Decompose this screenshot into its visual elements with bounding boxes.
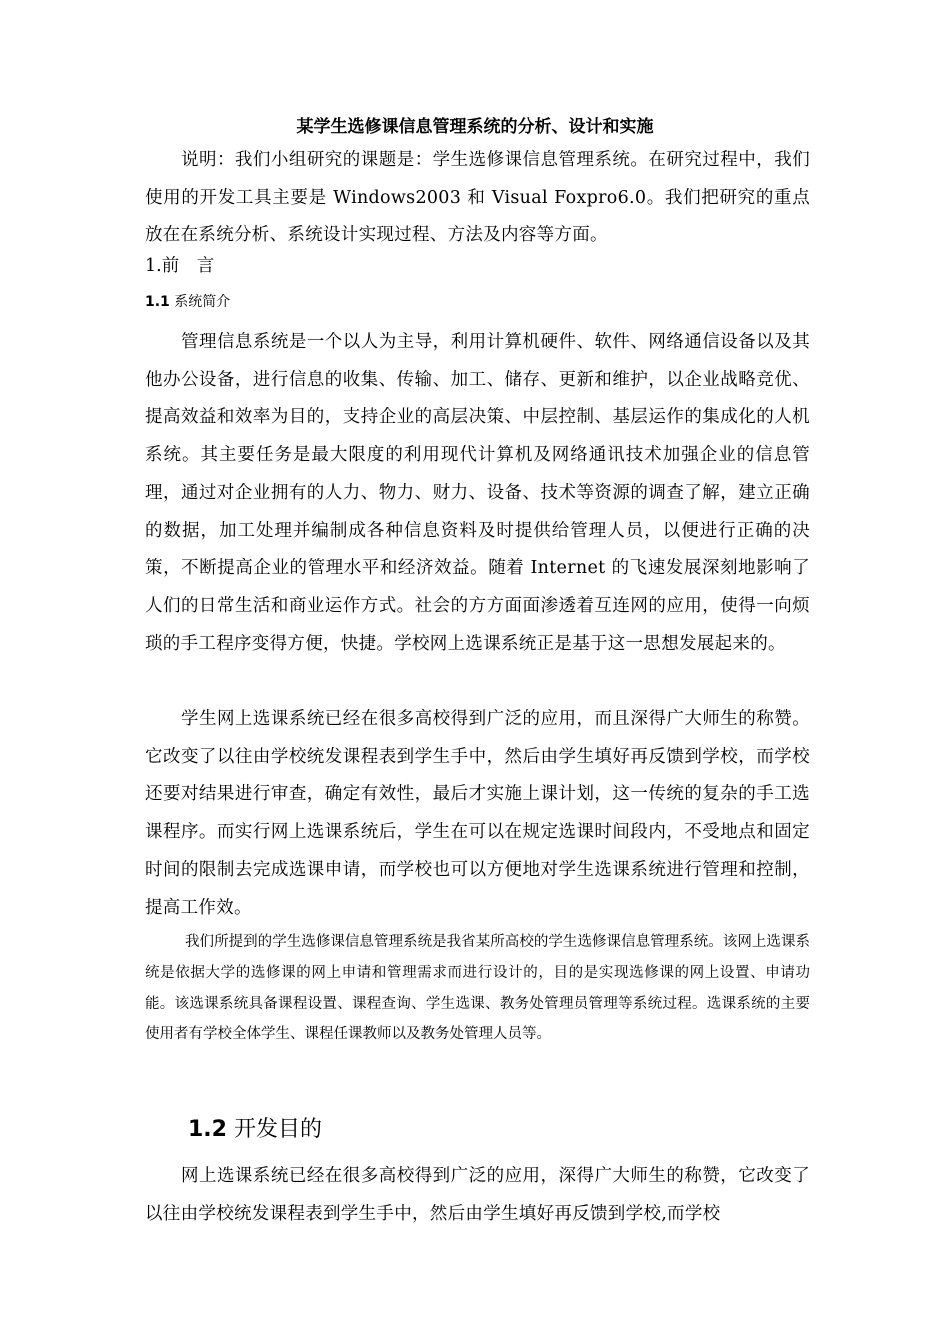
section-1-2-paragraph-1: 网上选课系统已经在很多高校得到广泛的应用，深得广大师生的称赞，它改变了以往由学校统发课程表到学生手中，然后由学生填好再反馈到学校,而学校 <box>145 1166 810 1224</box>
section-1-1-paragraph-1: 管理信息系统是一个以人为主导，利用计算机硬件、软件、网络通信设备以及其他办公设备，进行信息的收集、传输、加工、储存、更新和维护，以企业战略竞优、提高效益和效率为目的，支持企业的高层决策、中层控制、基层运作的集成化的人机系统。其主要任务是最大限度的利用现代计算机及网络通讯技术加强企业的信息管理，通过对企业拥有的人力、物力、财力、设备、技术等资源的调查了解，建立正确的数据，加工处理并编制成各种信息资料及时提供给管理人员，以便进行正确的决策，不断提高企业的管理水平和经济效益。随着 Internet 的飞速发展深刻地影响了人们的日常生活和商业运作方式。社会的方方面面渗透着互连网的应用，使得一向烦琐的手工程序变得方便，快捷。学校网上选课系统正是基于这一思想发展起来的。 <box>145 332 810 654</box>
section-1-1-paragraph-3: 我们所提到的学生选修课信息管理系统是我省某所高校的学生选修课信息管理系统。该网上选课系统是依据大学的选修课的网上申请和管理需求而进行设计的，目的是实现选修课的网上设置、申请功能。该选课系统具备课程设置、课程查询、学生选课、教务处管理员管理等系统过程。选课系统的主要使用者有学校全体学生、课程任课教师以及教务处管理人员等。 <box>145 934 810 1043</box>
section-1-1-heading <box>145 289 230 315</box>
section-1-1-title: 系统简介 <box>174 294 231 310</box>
section-1-heading: 1.前 言 <box>145 256 215 276</box>
intro-paragraph: 说明：我们小组研究的课题是：学生选修课信息管理系统。在研究过程中，我们使用的开发工具主要是 Windows2003 和 Visual Foxpro6.0。我们把研究的重点放在在系统分析、系统设计实现过程、方法及内容等方面。 <box>145 150 810 246</box>
section-1-1-paragraph-2: 学生网上选课系统已经在很多高校得到广泛的应用，而且深得广大师生的称赞。它改变了以往由学校统发课程表到学生手中，然后由学生填好再反馈到学校，而学校还要对结果进行审查，确定有效性，最后才实施上课计划，这一传统的复杂的手工选课程序。而实行网上选课系统后，学生在可以在规定选课时间段内，不受地点和固定时间的限制去完成选课申请，而学校也可以方便地对学生选课系统进行管理和控制，提高工作效。 <box>145 709 810 918</box>
section-1-1-number: 1.1 <box>145 294 170 310</box>
section-1-2-title: 开发目的 <box>233 1117 322 1142</box>
document-title: 某学生选修课信息管理系统的分析、设计和实施 <box>296 117 654 137</box>
section-1-2-number: 1.2 <box>188 1117 227 1142</box>
section-1-2-heading <box>188 1113 322 1147</box>
